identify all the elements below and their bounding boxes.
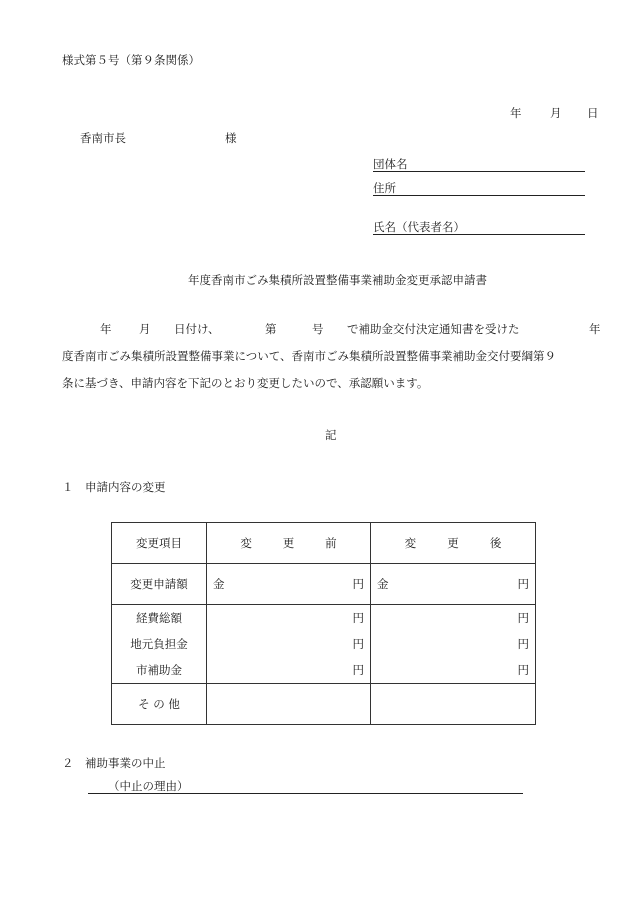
header-after-char: 後 <box>489 536 502 550</box>
change-amount-label: 変更申請額 <box>112 564 207 605</box>
yen-prefix: 金 <box>377 577 389 591</box>
yen-unit: 円 <box>517 663 529 677</box>
header-after <box>371 523 536 564</box>
body-text: で補助金交付決定通知書を受けた <box>347 322 520 336</box>
yen-unit: 円 <box>352 637 364 651</box>
yen-prefix: 金 <box>213 577 225 591</box>
table-row <box>112 605 536 684</box>
group-name-label: 団体名 <box>373 157 408 171</box>
representative-name-label: 氏名（代表者名） <box>373 220 465 234</box>
change-amount-after[interactable] <box>371 564 536 605</box>
section-1-heading: １ 申請内容の変更 <box>62 480 166 494</box>
address-label: 住所 <box>373 181 396 195</box>
body-dai: 第 <box>265 322 277 336</box>
total-cost-label: 経費総額 <box>136 611 182 625</box>
yen-unit: 円 <box>352 663 364 677</box>
body-paragraph <box>62 316 602 397</box>
change-table <box>111 522 536 725</box>
representative-name-field[interactable] <box>373 219 585 235</box>
addressee-honorific: 様 <box>225 131 237 145</box>
document-title: 年度香南市ごみ集積所設置整備事業補助金変更承認申請書 <box>188 273 487 287</box>
other-before[interactable] <box>207 684 371 725</box>
yen-unit: 円 <box>517 611 529 625</box>
body-line-3: 条に基づき、申請内容を下記のとおり変更したいので、承認願います。 <box>62 376 429 390</box>
header-after-char: 更 <box>447 536 459 550</box>
table-row <box>112 684 536 725</box>
breakdown-labels <box>112 605 207 684</box>
header-before-char: 変 <box>240 536 252 550</box>
date-day: 日 <box>587 106 599 120</box>
header-before-char: 前 <box>325 536 337 550</box>
address-field[interactable] <box>373 180 585 196</box>
breakdown-after[interactable] <box>371 605 536 684</box>
header-after-char: 変 <box>404 536 417 550</box>
breakdown-before[interactable] <box>207 605 371 684</box>
body-year-2: 年 <box>589 322 601 336</box>
body-month: 月 <box>139 322 151 336</box>
other-after[interactable] <box>371 684 536 725</box>
date-month: 月 <box>550 106 562 120</box>
yen-unit: 円 <box>517 637 529 651</box>
addressee-name: 香南市長 <box>80 131 126 145</box>
body-line-1 <box>62 316 602 343</box>
body-go: 号 <box>312 322 324 336</box>
body-line-2: 度香南市ごみ集積所設置整備事業について、香南市ごみ集積所設置整備事業補助金交付要綱第９ <box>62 349 557 363</box>
ki-heading: 記 <box>325 428 337 442</box>
other-label: そ の 他 <box>112 684 207 725</box>
header-before <box>207 523 371 564</box>
date-year: 年 <box>510 106 522 120</box>
header-item: 変更項目 <box>112 523 207 564</box>
body-year: 年 <box>100 322 112 336</box>
form-number: 様式第５号（第９条関係） <box>62 53 200 67</box>
yen-unit: 円 <box>517 577 529 591</box>
body-dated: 日付け、 <box>174 322 220 336</box>
header-before-char: 更 <box>282 536 295 550</box>
table-header-row <box>112 523 536 564</box>
section-2-heading: ２ 補助事業の中止 <box>62 756 166 770</box>
yen-unit: 円 <box>352 611 364 625</box>
city-subsidy-label: 市補助金 <box>136 663 182 677</box>
table-row <box>112 564 536 605</box>
change-amount-before[interactable] <box>207 564 371 605</box>
local-share-label: 地元負担金 <box>130 637 188 651</box>
cancel-reason-field[interactable] <box>88 778 523 794</box>
cancel-reason-label: （中止の理由） <box>108 779 189 793</box>
group-name-field[interactable] <box>373 156 585 172</box>
yen-unit: 円 <box>352 577 364 591</box>
